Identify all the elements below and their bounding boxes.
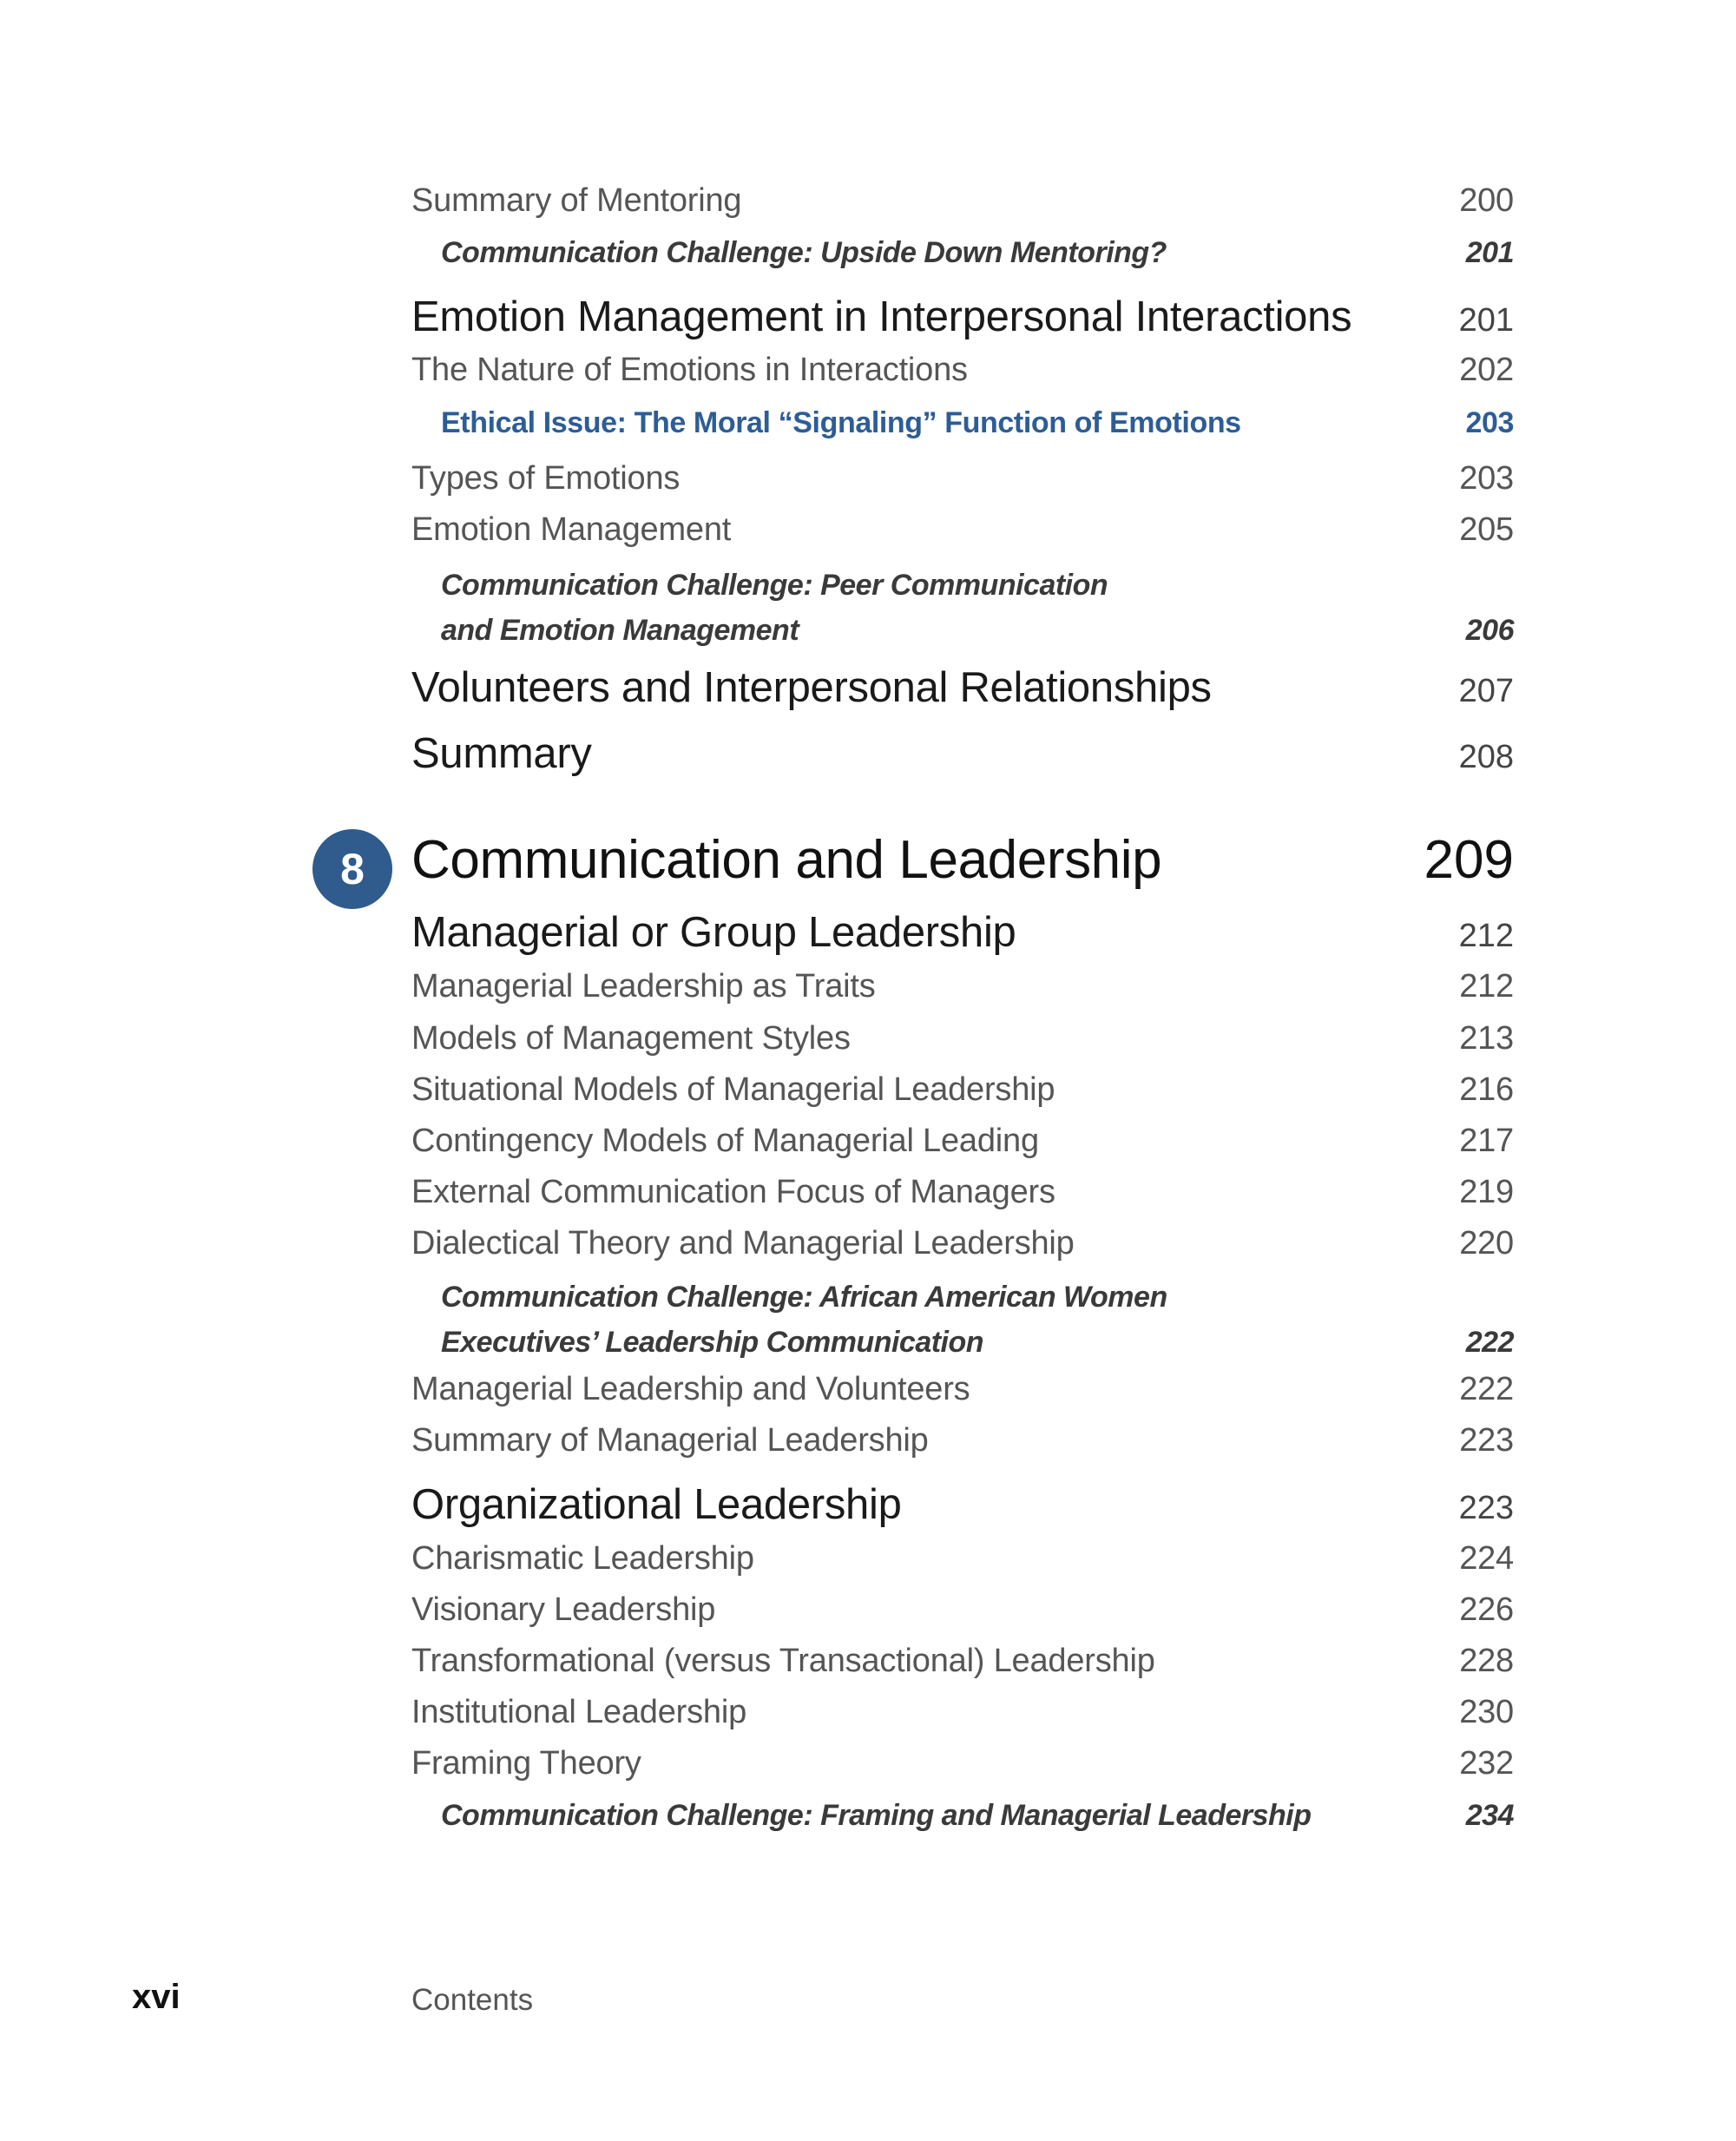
toc-entry-section bbox=[411, 908, 1514, 957]
toc-entry-label bbox=[411, 563, 1108, 653]
toc-entry-page: 200 bbox=[1459, 182, 1514, 219]
toc-entry-subsection bbox=[411, 460, 1514, 497]
chapter-title: Communication and Leadership bbox=[411, 830, 1162, 890]
folio-page-number: xvi bbox=[132, 1978, 181, 2016]
toc-entry-subsection bbox=[411, 182, 1514, 220]
toc-entry-label: Summary of Managerial Leadership bbox=[411, 1422, 929, 1459]
toc-entry-page: 207 bbox=[1458, 673, 1514, 709]
toc-entry-subsection bbox=[411, 1745, 1514, 1782]
toc-entry-page: 222 bbox=[1459, 1371, 1514, 1407]
toc-entry-subsection bbox=[411, 1174, 1514, 1211]
toc-entry-page: 226 bbox=[1459, 1591, 1514, 1628]
toc-entry-label: Managerial or Group Leadership bbox=[411, 909, 1016, 956]
toc-entry-label: Summary of Mentoring bbox=[411, 182, 742, 219]
toc-entry-page: 201 bbox=[1465, 236, 1514, 269]
toc-entry-subsection bbox=[411, 511, 1514, 549]
toc-entry-subsection bbox=[411, 968, 1514, 1005]
toc-entry-section bbox=[411, 1480, 1514, 1529]
toc-entry-subsection bbox=[411, 352, 1514, 389]
toc-entry-subsection bbox=[411, 1371, 1514, 1408]
toc-entry-label bbox=[411, 1275, 1167, 1365]
toc-entry-feature bbox=[411, 1799, 1514, 1833]
toc-entry-page: 223 bbox=[1458, 1490, 1514, 1526]
chapter-number-badge: 8 bbox=[312, 829, 392, 909]
toc-entry-page: 222 bbox=[1465, 1326, 1514, 1359]
toc-entry-page: 232 bbox=[1459, 1745, 1514, 1782]
toc-entry-label: Emotion Management bbox=[411, 511, 732, 548]
toc-entry-page: 208 bbox=[1458, 739, 1514, 775]
toc-entry-subsection bbox=[411, 1225, 1514, 1262]
toc-entry-page: 223 bbox=[1459, 1422, 1514, 1459]
toc-entry-label: Organizational Leadership bbox=[411, 1481, 902, 1528]
toc-entry-page: 217 bbox=[1459, 1123, 1514, 1159]
toc-entry-label: Charismatic Leadership bbox=[411, 1540, 754, 1577]
toc-entry-label-line: Communication Challenge: Peer Communication bbox=[441, 569, 1108, 602]
toc-entry-page: 203 bbox=[1459, 460, 1514, 497]
toc-entry-label: Ethical Issue: The Moral “Signaling” Function of Emotions bbox=[441, 406, 1241, 439]
toc-entry-section bbox=[411, 729, 1514, 778]
toc-entry-label: Emotion Management in Interpersonal Interactions bbox=[411, 293, 1352, 340]
toc-entry-label: Situational Models of Managerial Leadership bbox=[411, 1071, 1055, 1108]
toc-entry-label: Managerial Leadership and Volunteers bbox=[411, 1371, 970, 1407]
toc-entry-label: Visionary Leadership bbox=[411, 1591, 716, 1628]
toc-entry-page: 205 bbox=[1459, 511, 1514, 548]
toc-entry-label-line: and Emotion Management bbox=[441, 614, 799, 647]
toc-entry-label: Managerial Leadership as Traits bbox=[411, 968, 876, 1005]
toc-entry-label: The Nature of Emotions in Interactions bbox=[411, 352, 968, 388]
toc-entry-page: 219 bbox=[1459, 1174, 1514, 1210]
toc-entry-page: 220 bbox=[1459, 1225, 1514, 1262]
toc-entry-subsection bbox=[411, 1591, 1514, 1629]
toc-entry-label: External Communication Focus of Managers bbox=[411, 1174, 1055, 1210]
toc-entry-page: 206 bbox=[1465, 614, 1514, 647]
toc-entry-page: 213 bbox=[1459, 1020, 1514, 1057]
toc-entry-subsection bbox=[411, 1540, 1514, 1578]
toc-entry-label: Volunteers and Interpersonal Relationships bbox=[411, 664, 1212, 711]
toc-entry-ethical-issue bbox=[411, 406, 1514, 440]
toc-entry-page: 202 bbox=[1459, 352, 1514, 388]
toc-entry-subsection bbox=[411, 1020, 1514, 1057]
toc-entry-label: Transformational (versus Transactional) Leadership bbox=[411, 1643, 1155, 1679]
toc-entry-page: 234 bbox=[1465, 1799, 1514, 1832]
toc-entry-label: Summary bbox=[411, 730, 592, 777]
toc-entry-page: 212 bbox=[1459, 968, 1514, 1005]
toc-entry-page: 224 bbox=[1459, 1540, 1514, 1577]
toc-entry-chapter bbox=[411, 829, 1514, 891]
toc-entry-subsection bbox=[411, 1422, 1514, 1459]
toc-entry-feature bbox=[411, 236, 1514, 270]
toc-entry-subsection bbox=[411, 1643, 1514, 1680]
toc-entry-page: 212 bbox=[1458, 918, 1514, 954]
toc-entry-label: Contingency Models of Managerial Leading bbox=[411, 1123, 1039, 1159]
toc-entry-label: Communication Challenge: Upside Down Mentoring? bbox=[441, 236, 1167, 269]
toc-entry-label: Institutional Leadership bbox=[411, 1694, 747, 1730]
toc-entry-page: 216 bbox=[1459, 1071, 1514, 1108]
toc-entry-subsection bbox=[411, 1123, 1514, 1160]
toc-entry-page: 230 bbox=[1459, 1694, 1514, 1730]
toc-entry-subsection bbox=[411, 1694, 1514, 1731]
chapter-page: 209 bbox=[1424, 830, 1514, 890]
toc-entry-subsection bbox=[411, 1071, 1514, 1109]
toc-entry-section bbox=[411, 663, 1514, 712]
toc-entry-label: Dialectical Theory and Managerial Leadership bbox=[411, 1225, 1075, 1262]
toc-entry-page: 228 bbox=[1459, 1643, 1514, 1679]
toc-entry-feature bbox=[411, 563, 1514, 653]
toc-entry-label-line: Executives’ Leadership Communication bbox=[441, 1326, 984, 1359]
toc-entry-label: Communication Challenge: Framing and Managerial Leadership bbox=[441, 1799, 1312, 1832]
toc-entry-page: 203 bbox=[1465, 406, 1514, 439]
toc-entry-label: Models of Management Styles bbox=[411, 1020, 851, 1057]
toc-entry-label: Types of Emotions bbox=[411, 460, 681, 497]
toc-entry-label-line: Communication Challenge: African American Women bbox=[441, 1281, 1167, 1314]
running-footer-title: Contents bbox=[411, 1983, 534, 2017]
toc-entry-page: 201 bbox=[1458, 302, 1514, 339]
toc-entry-label: Framing Theory bbox=[411, 1745, 641, 1782]
toc-entry-feature bbox=[411, 1275, 1514, 1365]
toc-entry-section bbox=[411, 293, 1514, 341]
